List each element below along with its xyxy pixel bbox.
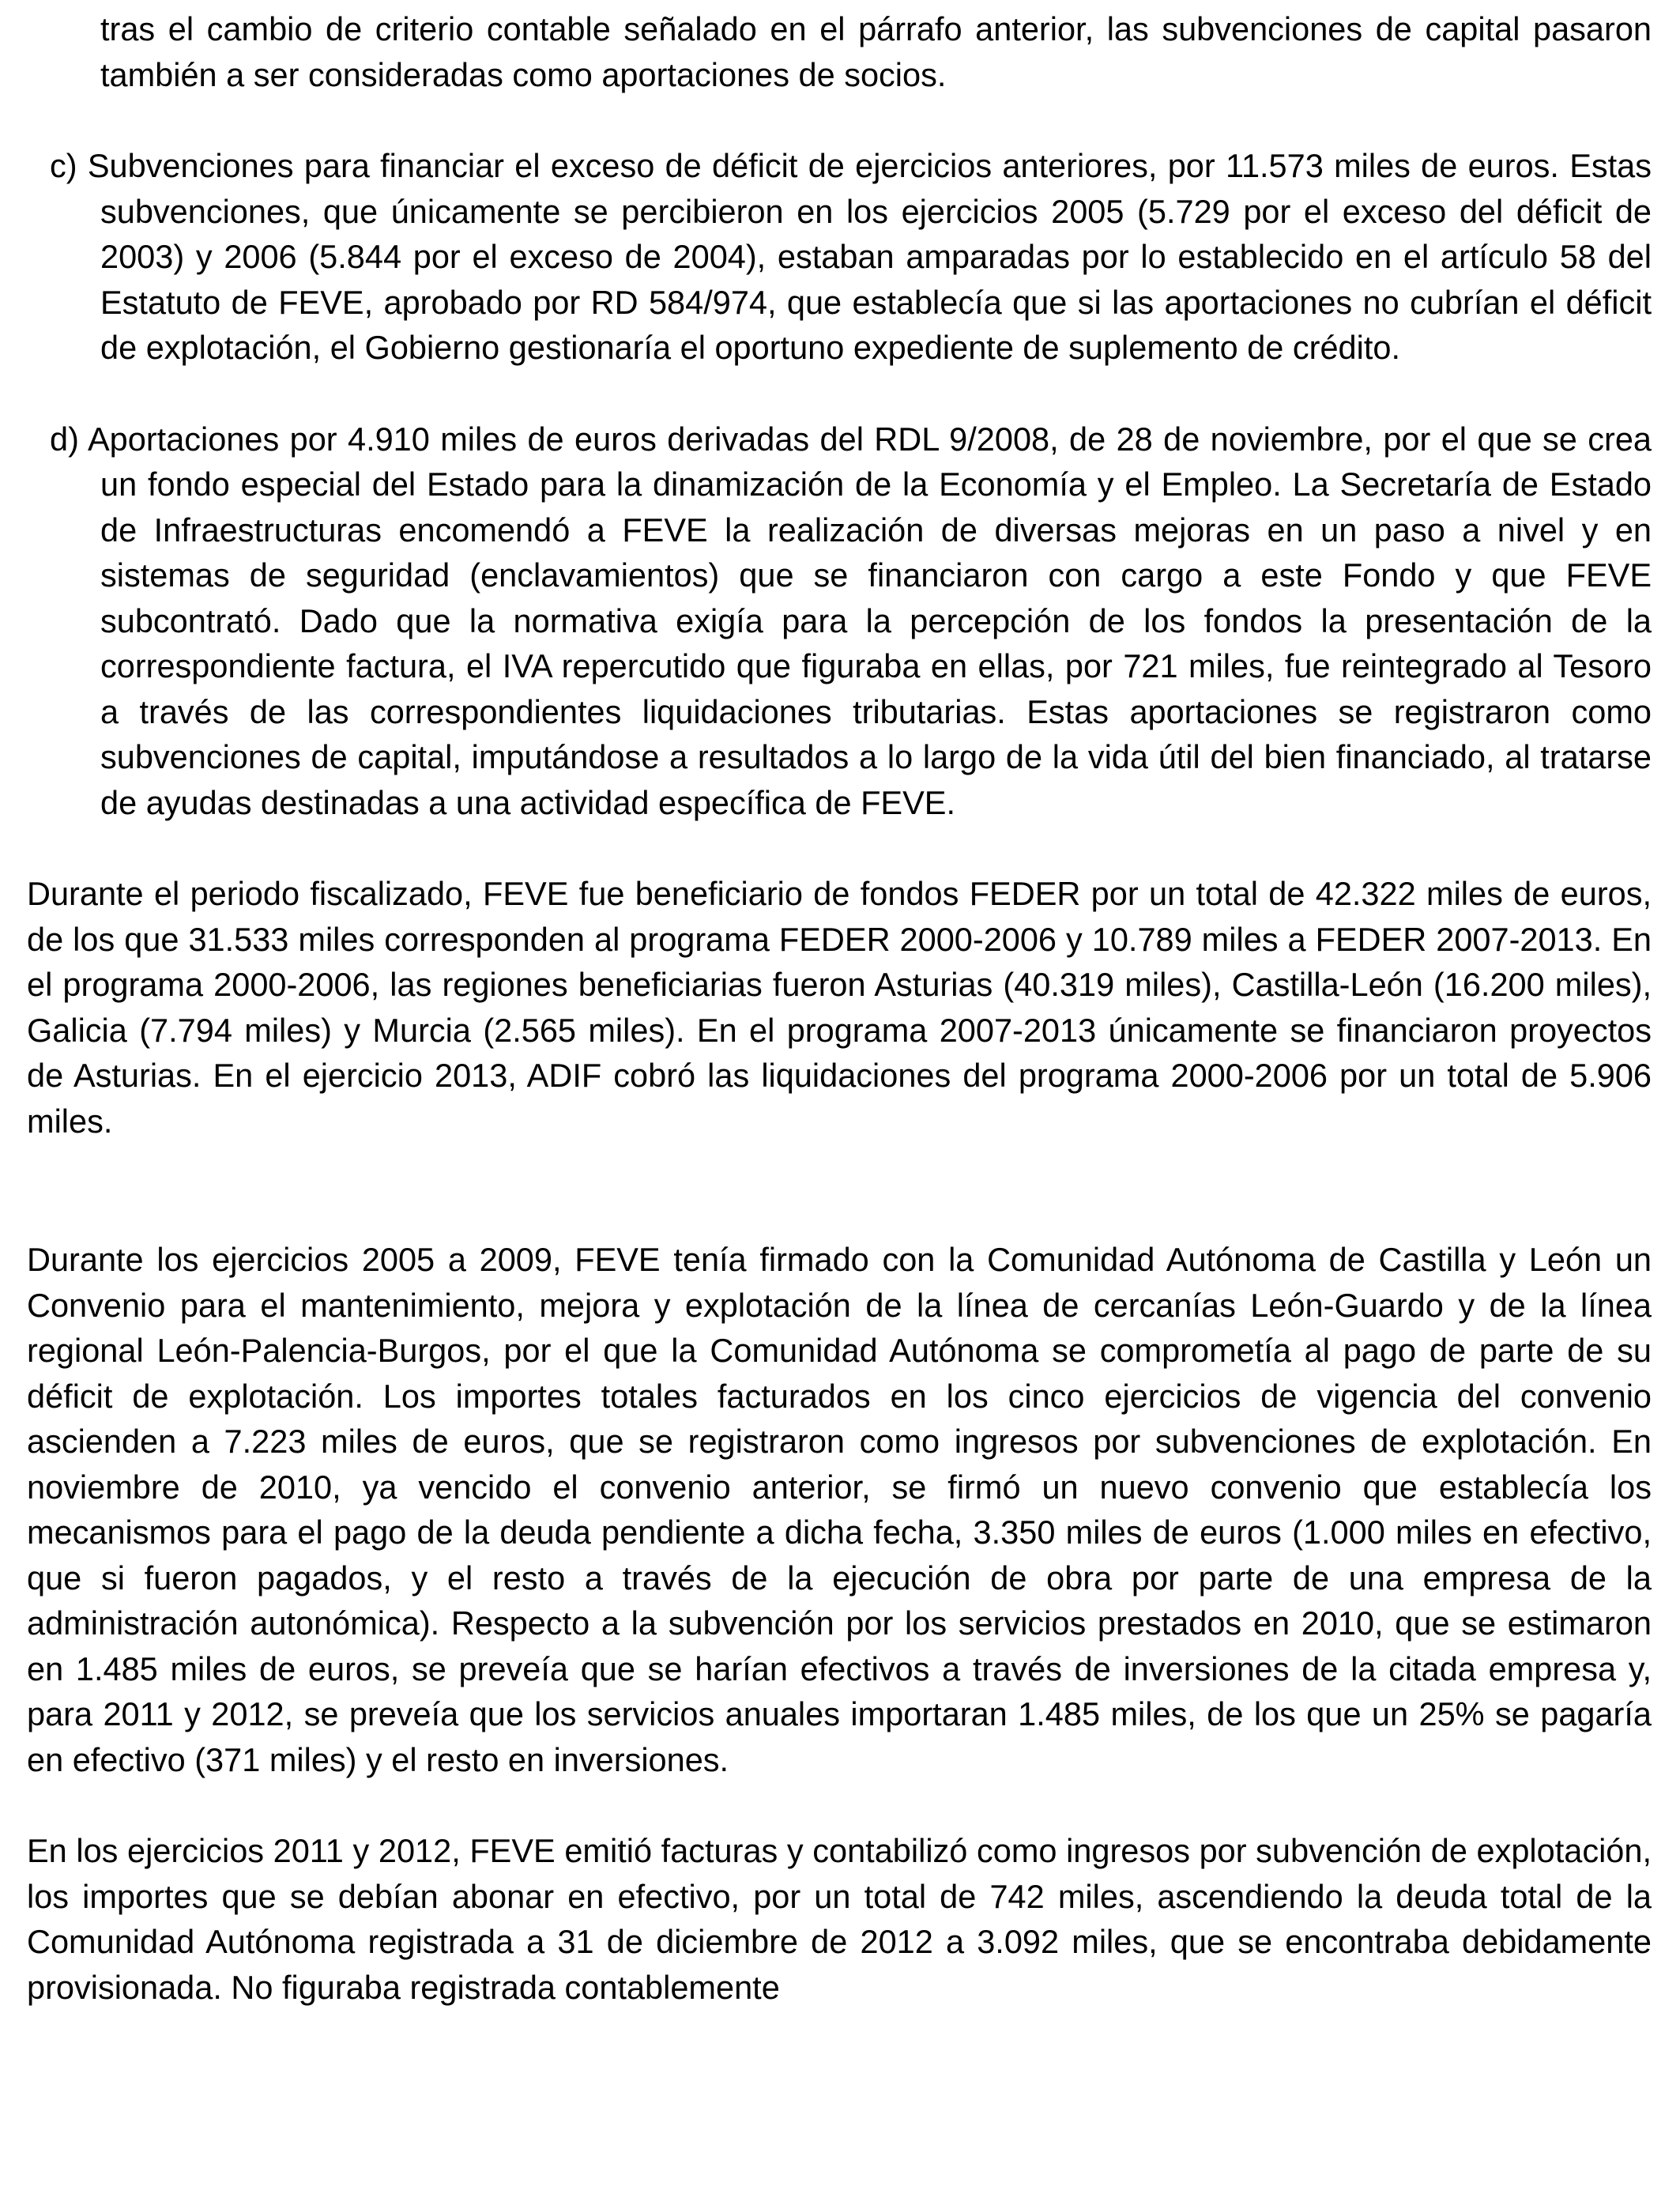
list-item-d: d) Aportaciones por 4.910 miles de euros derivadas del RDL 9/2008, de 28 de noviembre, por el que se crea un fondo especial del Estado para la dinamización de la Economía y el Empleo. La Secretaría de Estado de Infraestructuras encomendó a FEVE la realización de diversas mejoras en un paso a nivel y en sistemas de seguridad (enclavamientos) que se financiaron con cargo a este Fondo y que FEVE subcontrató. Dado que la normativa exigía para la percepción de los fondos la presentación de la correspondiente factura, el IVA repercutido que figuraba en ellas, por 721 miles, fue reintegrado al Tesoro a través de las correspondientes liquidaciones tributarias. Estas aportaciones se registraron como subvenciones de capital, imputándose a resultados a lo largo de la vida útil del bien financiado, al tratarse de ayudas destinadas a una actividad específica de FEVE. [50,420,1652,821]
list-item-c: c) Subvenciones para financiar el exceso de déficit de ejercicios anteriores, por 11.573 miles de euros. Estas subvenciones, que únicamente se percibieron en los ejercicios 2005 (5.729 por el exceso del déficit de 2003) y 2006 (5.844 por el exceso de 2004), estaban amparadas por lo establecido en el artículo 58 del Estatuto de FEVE, aprobado por RD 584/974, que establecía que si las aportaciones no cubrían el déficit de explotación, el Gobierno gestionaría el oportuno expediente de suplemento de crédito. [50,147,1652,366]
document-page [27,0,1652,2010]
paragraph-feder: Durante el periodo fiscalizado, FEVE fue beneficiario de fondos FEDER por un total de 42.322 miles de euros, de los que 31.533 miles corresponden al programa FEDER 2000-2006 y 10.789 miles a FEDER 2007-2013. En el programa 2000-2006, las regiones beneficiarias fueron Asturias (40.319 miles), Castilla-León (16.200 miles), Galicia (7.794 miles) y Murcia (2.565 miles). En el programa 2007-2013 únicamente se financiaron proyectos de Asturias. En el ejercicio 2013, ADIF cobró las liquidaciones del programa 2000-2006 por un total de 5.906 miles. [27,875,1652,1140]
paragraph-continuation: tras el cambio de criterio contable señalado en el párrafo anterior, las subvenciones de capital pasaron también a ser consideradas como aportaciones de socios. [100,10,1652,93]
paragraph-ejercicios-2011-2012: En los ejercicios 2011 y 2012, FEVE emitió facturas y contabilizó como ingresos por subvención de explotación, los importes que se debían abonar en efectivo, por un total de 742 miles, ascendiendo la deuda total de la Comunidad Autónoma registrada a 31 de diciembre de 2012 a 3.092 miles, que se encontraba debidamente provisionada. No figuraba registrada contablemente [27,1832,1652,2006]
paragraph-castilla-leon: Durante los ejercicios 2005 a 2009, FEVE tenía firmado con la Comunidad Autónoma de Castilla y León un Convenio para el mantenimiento, mejora y explotación de la línea de cercanías León-Guardo y de la línea regional León-Palencia-Burgos, por el que la Comunidad Autónoma se comprometía al pago de parte de su déficit de explotación. Los importes totales facturados en los cinco ejercicios de vigencia del convenio ascienden a 7.223 miles de euros, que se registraron como ingresos por subvenciones de explotación. En noviembre de 2010, ya vencido el convenio anterior, se firmó un nuevo convenio que establecía los mecanismos para el pago de la deuda pendiente a dicha fecha, 3.350 miles de euros (1.000 miles en efectivo, que si fueron pagados, y el resto a través de la ejecución de obra por parte de una empresa de la administración autonómica). Respecto a la subvención por los servicios prestados en 2010, que se estimaron en 1.485 miles de euros, se preveía que se harían efectivos a través de inversiones de la citada empresa y, para 2011 y 2012, se preveía que los servicios anuales importaran 1.485 miles, de los que un 25% se pagaría en efectivo (371 miles) y el resto en inversiones. [27,1241,1652,1778]
